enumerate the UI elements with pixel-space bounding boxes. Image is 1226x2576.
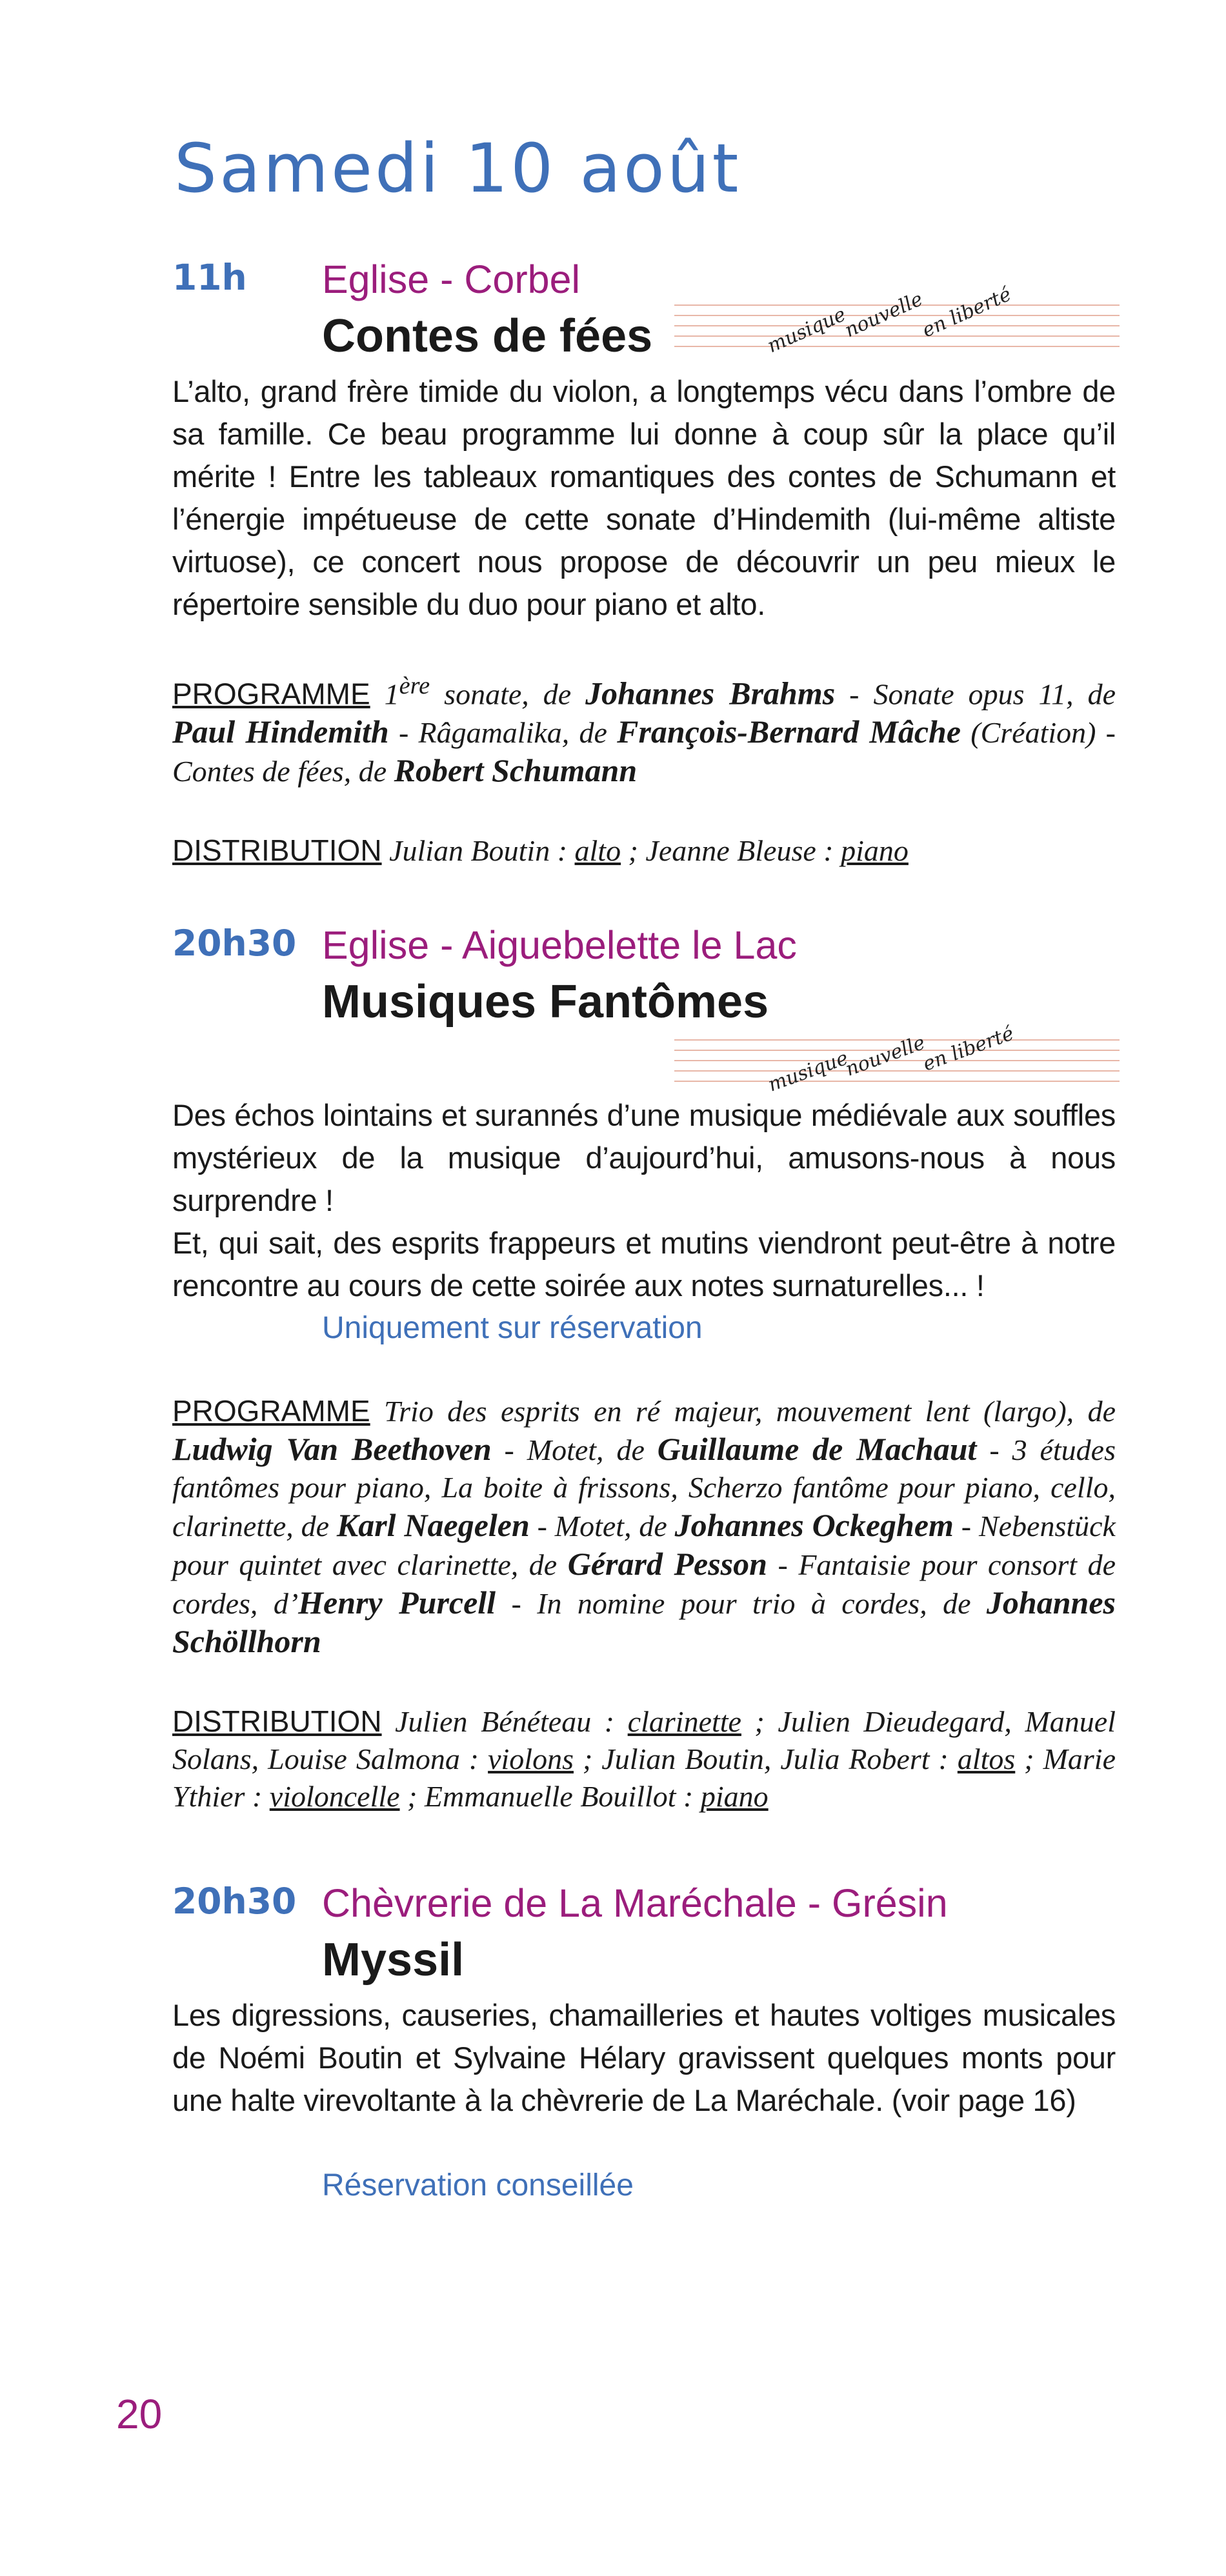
programme bbox=[172, 667, 1116, 790]
work-text: - Motet, de bbox=[491, 1433, 658, 1466]
event-time: 20h30 bbox=[172, 1881, 297, 1922]
stamp-line: musique bbox=[765, 1046, 852, 1097]
reservation-note: Réservation conseillée bbox=[322, 2168, 634, 2202]
stamp-line: musique bbox=[764, 303, 850, 358]
composer-name: Johannes Brahms bbox=[585, 675, 836, 712]
event-description: Et, qui sait, des esprits frappeurs et mutins viendront peut-être à notre rencontre au cours de cette soirée aux notes surnaturelles... ! bbox=[172, 1226, 1116, 1303]
event-myssil bbox=[172, 1881, 1116, 2207]
composer-name: Johannes Schöllhorn bbox=[172, 1584, 1116, 1659]
page-title: Samedi 10 août bbox=[174, 129, 741, 208]
composer-name: Ludwig Van Beethoven bbox=[172, 1431, 492, 1467]
work-text: - Nebenstück pour quintet avec clarinette, de bbox=[172, 1510, 1116, 1581]
composer-name: Karl Naegelen bbox=[336, 1507, 530, 1543]
event-title: Musiques Fantômes bbox=[322, 976, 769, 1028]
instrument-role: alto bbox=[574, 834, 621, 868]
composer-name: Robert Schumann bbox=[394, 752, 638, 789]
reservation-note: Uniquement sur réservation bbox=[322, 1311, 703, 1345]
work-text: - In nomine pour trio à cordes, de bbox=[496, 1587, 987, 1620]
composer-name: Johannes Ockeghem bbox=[674, 1507, 954, 1543]
instrument-role: altos bbox=[957, 1742, 1016, 1775]
instrument-role: clarinette bbox=[627, 1705, 741, 1738]
instrument-role: violoncelle bbox=[269, 1780, 400, 1813]
distribution-label: DISTRIBUTION bbox=[172, 1704, 382, 1738]
work-text: - Motet, de bbox=[529, 1510, 675, 1543]
musique-nouvelle-logo bbox=[674, 1006, 1120, 1103]
performer-name: ; Julien Dieudegard, Manuel Solans, Louise Salmona : bbox=[172, 1705, 1116, 1775]
composer-name: François-Bernard Mâche bbox=[617, 714, 961, 750]
event-description: L’alto, grand frère timide du violon, a longtemps vécu dans l’ombre de sa famille. Ce beau programme lui donne à coup sûr la place qu’il mérite ! Entre les tableaux romantiques des contes de Schumann et l’énergie impétueuse de cette sonate d’Hindemith (lui-même altiste virtuose), ce concert nous propose de découvrir un peu mieux le répertoire sensible du duo pour piano et alto. bbox=[172, 374, 1116, 621]
event-header bbox=[172, 1881, 1116, 1932]
composer-name: Paul Hindemith bbox=[172, 714, 389, 750]
page-number: 20 bbox=[116, 2391, 163, 2437]
work-text: 1 bbox=[384, 677, 399, 711]
ordinal-suffix: ère bbox=[399, 672, 430, 699]
stamp-line: nouvelle bbox=[841, 288, 927, 343]
performer-name: Julian Boutin : bbox=[389, 834, 575, 868]
event-venue: Eglise - Corbel bbox=[322, 257, 581, 301]
distribution bbox=[172, 1702, 1116, 1815]
instrument-role: piano bbox=[841, 834, 909, 868]
composer-name: Henry Purcell bbox=[298, 1584, 496, 1621]
work-text: sonate, de bbox=[430, 677, 586, 711]
work-text: - Râgamalika, de bbox=[388, 716, 618, 750]
composer-name: Guillaume de Machaut bbox=[657, 1431, 977, 1467]
musique-nouvelle-logo bbox=[674, 268, 1120, 364]
instrument-role: piano bbox=[700, 1780, 769, 1813]
stamp-line: nouvelle bbox=[842, 1031, 929, 1081]
distribution-label: DISTRIBUTION bbox=[172, 834, 382, 868]
work-text: - Sonate opus 11, de bbox=[835, 677, 1116, 711]
event-header bbox=[172, 923, 1116, 974]
work-text: - 3 études fantômes pour piano, La boite à frissons, Scherzo fantôme pour piano, cello, clarinette, de bbox=[172, 1433, 1116, 1543]
staff-lines-icon bbox=[674, 268, 1120, 364]
programme bbox=[172, 1392, 1116, 1661]
performer-name: ; Jeanne Bleuse : bbox=[621, 834, 841, 868]
event-description: Des échos lointains et surannés d’une musique médiévale aux souffles mystérieux de la musique d’aujourd’hui, amusons-nous à nous surprendre ! bbox=[172, 1098, 1116, 1217]
performer-name: ; Julian Boutin, Julia Robert : bbox=[574, 1742, 958, 1775]
event-venue: Chèvrerie de La Maréchale - Grésin bbox=[322, 1881, 948, 1925]
event-description: Les digressions, causeries, chamailleries et hautes voltiges musicales de Noémi Boutin et Sylvaine Hélary gravissent quelques monts pour une halte virevoltante à la chèvrerie de La Maréchale. (voir page 16) bbox=[172, 1998, 1116, 2117]
staff-lines-icon bbox=[674, 1006, 1120, 1103]
composer-name: Gérard Pesson bbox=[567, 1546, 767, 1582]
stamp-line: en liberté bbox=[920, 1022, 1017, 1076]
performer-name: Julien Bénéteau : bbox=[381, 1705, 628, 1738]
performer-name: ; Marie Ythier : bbox=[172, 1742, 1116, 1813]
work-text: Trio des esprits en ré majeur, mouvement lent (largo), de bbox=[370, 1395, 1116, 1428]
programme-label: PROGRAMME bbox=[172, 1394, 370, 1428]
performer-name: ; Emmanuelle Bouillot : bbox=[399, 1780, 701, 1813]
work-text: - Fantaisie pour consort de cordes, d’ bbox=[172, 1548, 1116, 1620]
programme-label: PROGRAMME bbox=[172, 677, 370, 711]
event-time: 11h bbox=[172, 257, 247, 298]
event-title: Myssil bbox=[322, 1934, 465, 1986]
instrument-role: violons bbox=[488, 1742, 574, 1775]
event-title: Contes de fées bbox=[322, 310, 653, 362]
distribution bbox=[172, 832, 1116, 870]
event-time: 20h30 bbox=[172, 923, 297, 964]
work-text: (Création) - Contes de fées, de bbox=[172, 716, 1116, 788]
event-venue: Eglise - Aiguebelette le Lac bbox=[322, 923, 797, 967]
stamp-line: en liberté bbox=[919, 283, 1015, 343]
